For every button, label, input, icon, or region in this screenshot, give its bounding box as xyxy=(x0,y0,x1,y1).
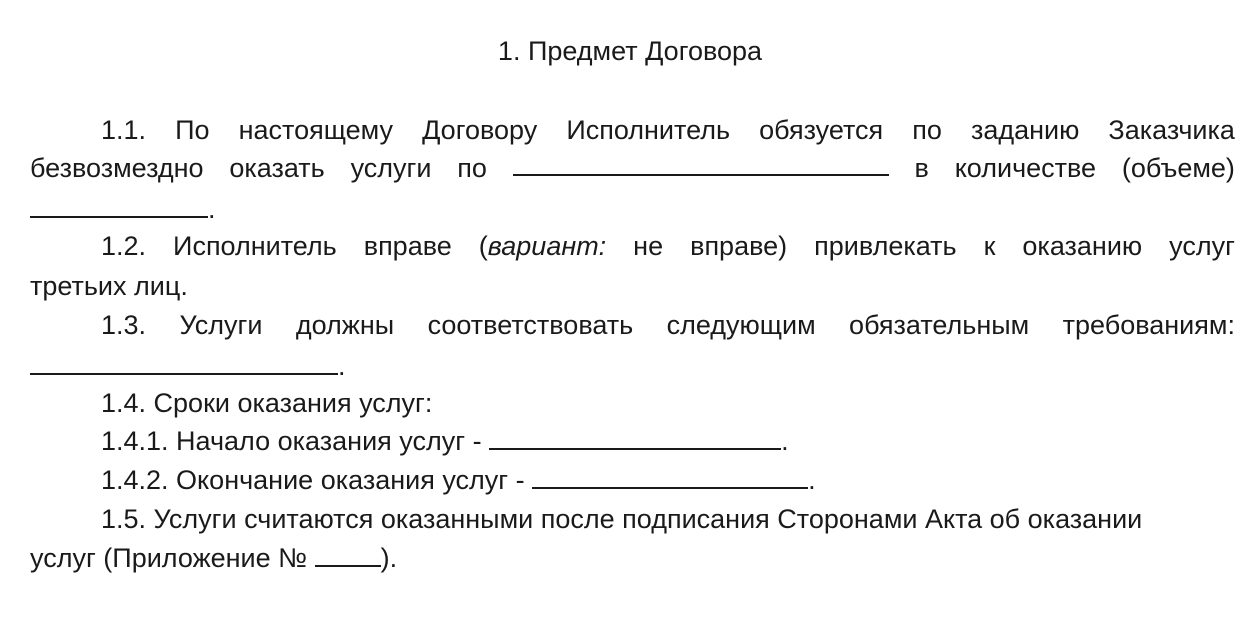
word: к xyxy=(983,231,996,261)
word: обязуется xyxy=(759,115,884,145)
word: (объеме) xyxy=(1121,153,1235,183)
word: должны xyxy=(295,310,395,340)
period: . xyxy=(338,351,346,381)
word: по xyxy=(912,115,942,145)
end-date-label: 1.4.2. Окончание оказания услуг - xyxy=(101,465,525,495)
clause-1-2-line-2: третьих лиц. xyxy=(30,271,188,301)
word: 1.2. xyxy=(101,231,147,261)
word: оказанию xyxy=(1022,231,1143,261)
requirements-blank-field[interactable] xyxy=(30,351,338,375)
word: не xyxy=(633,231,664,261)
word: вправе xyxy=(363,231,452,261)
start-date-label: 1.4.1. Начало оказания услуг - xyxy=(101,426,482,456)
word: в xyxy=(914,153,929,183)
word: по xyxy=(457,153,487,183)
section-title: 1. Предмет Договора xyxy=(497,36,763,66)
word: следующим xyxy=(666,310,816,340)
word: соответствовать xyxy=(427,310,634,340)
clause-1-1-line-3 xyxy=(30,193,216,225)
word: услуг xyxy=(1169,231,1235,261)
clause-1-4-2 xyxy=(101,464,816,496)
word: оказать xyxy=(229,153,325,183)
period: . xyxy=(808,465,816,495)
word: услуги xyxy=(350,153,432,183)
word: Исполнитель xyxy=(566,115,731,145)
appendix-number-blank-field[interactable] xyxy=(315,543,381,567)
variant-label: вариант: xyxy=(487,231,607,261)
word: вправе) xyxy=(690,231,788,261)
clause-1-5-line-2 xyxy=(30,542,397,574)
word: требованиям: xyxy=(1062,310,1235,340)
clause-1-4-header: 1.4. Сроки оказания услуг: xyxy=(101,388,433,418)
word: Договору xyxy=(422,115,538,145)
start-date-blank-field[interactable] xyxy=(489,426,781,450)
word: заданию xyxy=(970,115,1080,145)
word: безвозмездно xyxy=(30,153,204,183)
volume-blank-field[interactable] xyxy=(30,194,208,218)
word: Исполнитель xyxy=(173,231,337,261)
word: обязательным xyxy=(849,310,1030,340)
clause-1-2-line-1 xyxy=(101,230,1235,262)
word: Заказчика xyxy=(1108,115,1235,145)
word: Услуги xyxy=(179,310,263,340)
period: . xyxy=(781,426,789,456)
period: . xyxy=(208,194,216,224)
services-blank-field[interactable] xyxy=(513,152,889,176)
clause-1-3-line-1 xyxy=(101,309,1235,341)
word: 1.1. xyxy=(101,115,147,145)
word: 1.3. xyxy=(101,310,147,340)
clause-1-1-line-2 xyxy=(30,152,1235,184)
word: количестве xyxy=(954,153,1097,183)
clause-1-5-line-1: 1.5. Услуги считаются оказанными после подписания Сторонами Акта об оказании xyxy=(101,504,1143,534)
clause-1-1-line-1 xyxy=(101,114,1235,146)
end-date-blank-field[interactable] xyxy=(532,465,808,489)
word: привлекать xyxy=(814,231,957,261)
word: По xyxy=(175,115,210,145)
appendix-label: услуг (Приложение № xyxy=(30,543,308,573)
closing: ). xyxy=(380,543,398,573)
variant-word xyxy=(479,230,606,262)
clause-1-3-line-2 xyxy=(30,350,346,382)
clause-1-4-1 xyxy=(101,425,789,457)
open-paren: ( xyxy=(478,231,488,261)
word: настоящему xyxy=(238,115,394,145)
